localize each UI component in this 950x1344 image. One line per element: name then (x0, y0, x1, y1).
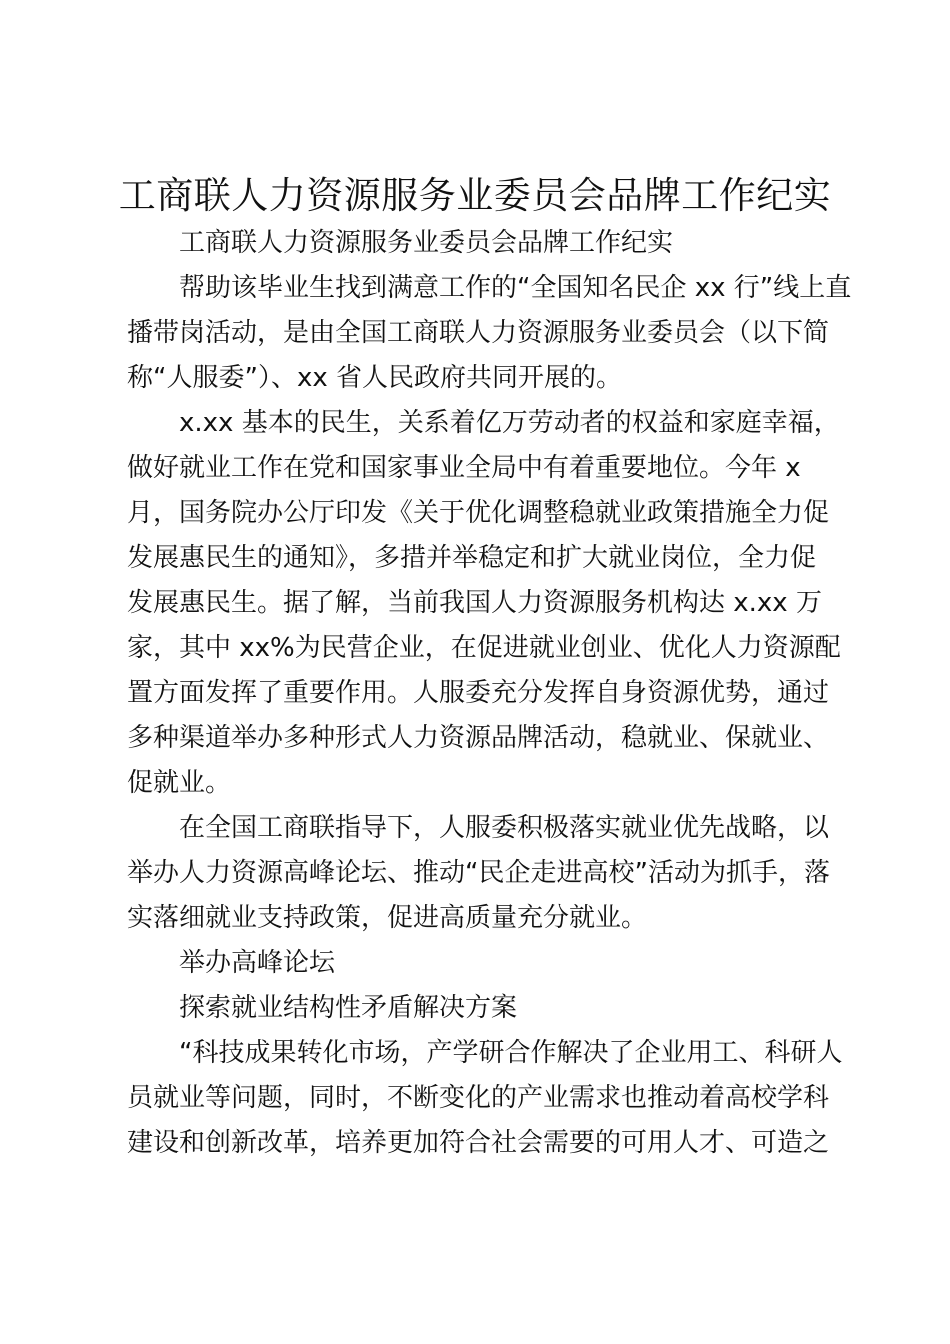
document-title: 工商联人力资源服务业委员会品牌工作纪实 (118, 174, 832, 217)
document-body (127, 221, 852, 1166)
body-line: 员就业等问题，同时，不断变化的产业需求也推动着高校学科 (127, 1083, 830, 1113)
body-line: 称“人服委”）、xx 省人民政府共同开展的。 (127, 363, 622, 393)
body-line: 工商联人力资源服务业委员会品牌工作纪实 (179, 228, 674, 258)
body-line: 在全国工商联指导下，人服委积极落实就业优先战略，以 (179, 813, 830, 843)
body-line: 举办人力资源高峰论坛、推动“民企走进高校”活动为抓手，落 (127, 858, 830, 888)
body-line: 发展惠民生。据了解，当前我国人力资源服务机构达 x.xx 万 (127, 588, 822, 618)
body-line: 帮助该毕业生找到满意工作的“全国知名民企 xx 行”线上直 (179, 273, 852, 303)
body-line: x.xx 基本的民生，关系着亿万劳动者的权益和家庭幸福， (179, 408, 840, 438)
body-line: 播带岗活动，是由全国工商联人力资源服务业委员会（以下简 (127, 318, 830, 348)
body-line: “科技成果转化市场，产学研合作解决了企业用工、科研人 (179, 1038, 843, 1068)
body-line: 多种渠道举办多种形式人力资源品牌活动，稳就业、保就业、 (127, 723, 830, 753)
section-subheading: 探索就业结构性矛盾解决方案 (179, 993, 518, 1023)
body-line: 家，其中 xx%为民营企业，在促进就业创业、优化人力资源配 (127, 633, 841, 663)
section-heading: 举办高峰论坛 (179, 948, 336, 978)
body-line: 月，国务院办公厅印发《关于优化调整稳就业政策措施全力促 (127, 498, 830, 528)
body-line: 发展惠民生的通知》，多措并举稳定和扩大就业岗位，全力促 (127, 543, 817, 573)
body-line: 建设和创新改革，培养更加符合社会需要的可用人才、可造之 (127, 1128, 830, 1158)
body-line: 实落细就业支持政策，促进高质量充分就业。 (127, 903, 648, 933)
body-line: 促就业。 (127, 768, 232, 798)
body-line: 做好就业工作在党和国家事业全局中有着重要地位。今年 x (127, 453, 801, 483)
body-line: 置方面发挥了重要作用。人服委充分发挥自身资源优势，通过 (127, 678, 830, 708)
